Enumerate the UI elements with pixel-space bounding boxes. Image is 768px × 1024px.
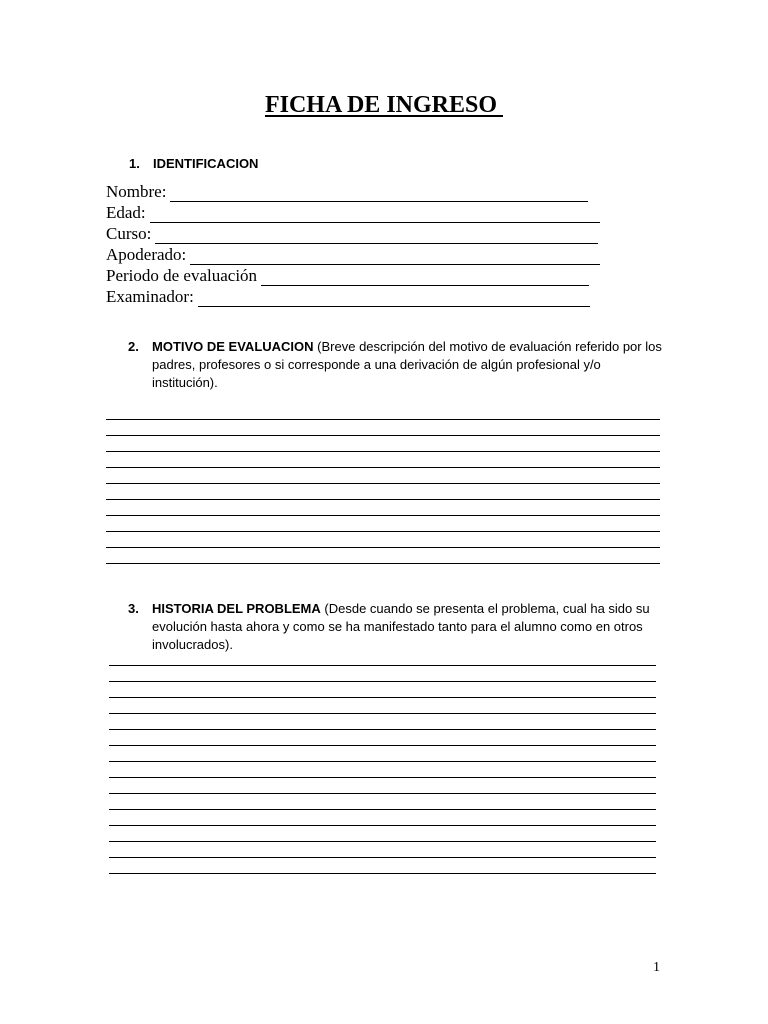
field-examinador [106, 287, 590, 307]
writing-line [109, 826, 656, 842]
writing-line [109, 778, 656, 794]
section-number: 3. [128, 601, 139, 616]
field-nombre [106, 182, 588, 202]
writing-line [106, 468, 660, 484]
field-label: Examinador: [106, 287, 194, 306]
writing-line [109, 714, 656, 730]
writing-line [109, 651, 656, 666]
writing-line [106, 436, 660, 452]
writing-line [106, 452, 660, 468]
field-label: Edad: [106, 203, 146, 222]
field-edad [106, 203, 600, 223]
writing-line [109, 858, 656, 874]
writing-line [109, 730, 656, 746]
motivo-writing-area[interactable] [106, 405, 660, 564]
writing-line [106, 532, 660, 548]
section-description: (Desde cuando se presenta el problema, cual ha sido su evolución hasta ahora y como se ha manifestado tanto para el alumno como en otros involucrados). [152, 601, 650, 652]
page-number: 1 [653, 960, 660, 975]
writing-line [109, 762, 656, 778]
section-number: 1. [129, 156, 140, 171]
section-description: (Breve descripción del motivo de evaluación referido por los padres, profesores o si corresponde a una derivación de algún profesional y/o institución). [152, 339, 662, 390]
writing-line [109, 666, 656, 682]
writing-line [106, 516, 660, 532]
writing-line [109, 794, 656, 810]
field-label: Periodo de evaluación [106, 266, 258, 285]
historia-writing-area[interactable] [109, 651, 656, 874]
writing-line [109, 842, 656, 858]
section-motivo [128, 338, 662, 392]
field-apoderado [106, 245, 600, 265]
fill-line[interactable] [261, 271, 589, 286]
field-label: Apoderado: [106, 245, 187, 264]
page-title: FICHA DE INGRESO [264, 92, 504, 118]
field-label: Nombre: [106, 182, 167, 201]
section-title: MOTIVO DE EVALUACION [152, 339, 314, 354]
writing-line [106, 548, 660, 564]
field-curso [106, 224, 598, 244]
writing-line [106, 484, 660, 500]
fill-line[interactable] [190, 250, 600, 265]
section-title: IDENTIFICACION [153, 156, 259, 171]
fill-line[interactable] [150, 208, 600, 223]
field-periodo [106, 266, 589, 286]
writing-line [109, 698, 656, 714]
fill-line[interactable] [170, 187, 588, 202]
section-historia [128, 600, 652, 654]
fill-line[interactable] [155, 229, 598, 244]
writing-line [106, 500, 660, 516]
writing-line [106, 405, 660, 420]
section-identificacion-heading [129, 155, 258, 173]
fill-line[interactable] [198, 292, 590, 307]
section-number: 2. [128, 339, 139, 354]
writing-line [106, 420, 660, 436]
section-title: HISTORIA DEL PROBLEMA [152, 601, 321, 616]
writing-line [109, 682, 656, 698]
field-label: Curso: [106, 224, 152, 243]
writing-line [109, 810, 656, 826]
writing-line [109, 746, 656, 762]
